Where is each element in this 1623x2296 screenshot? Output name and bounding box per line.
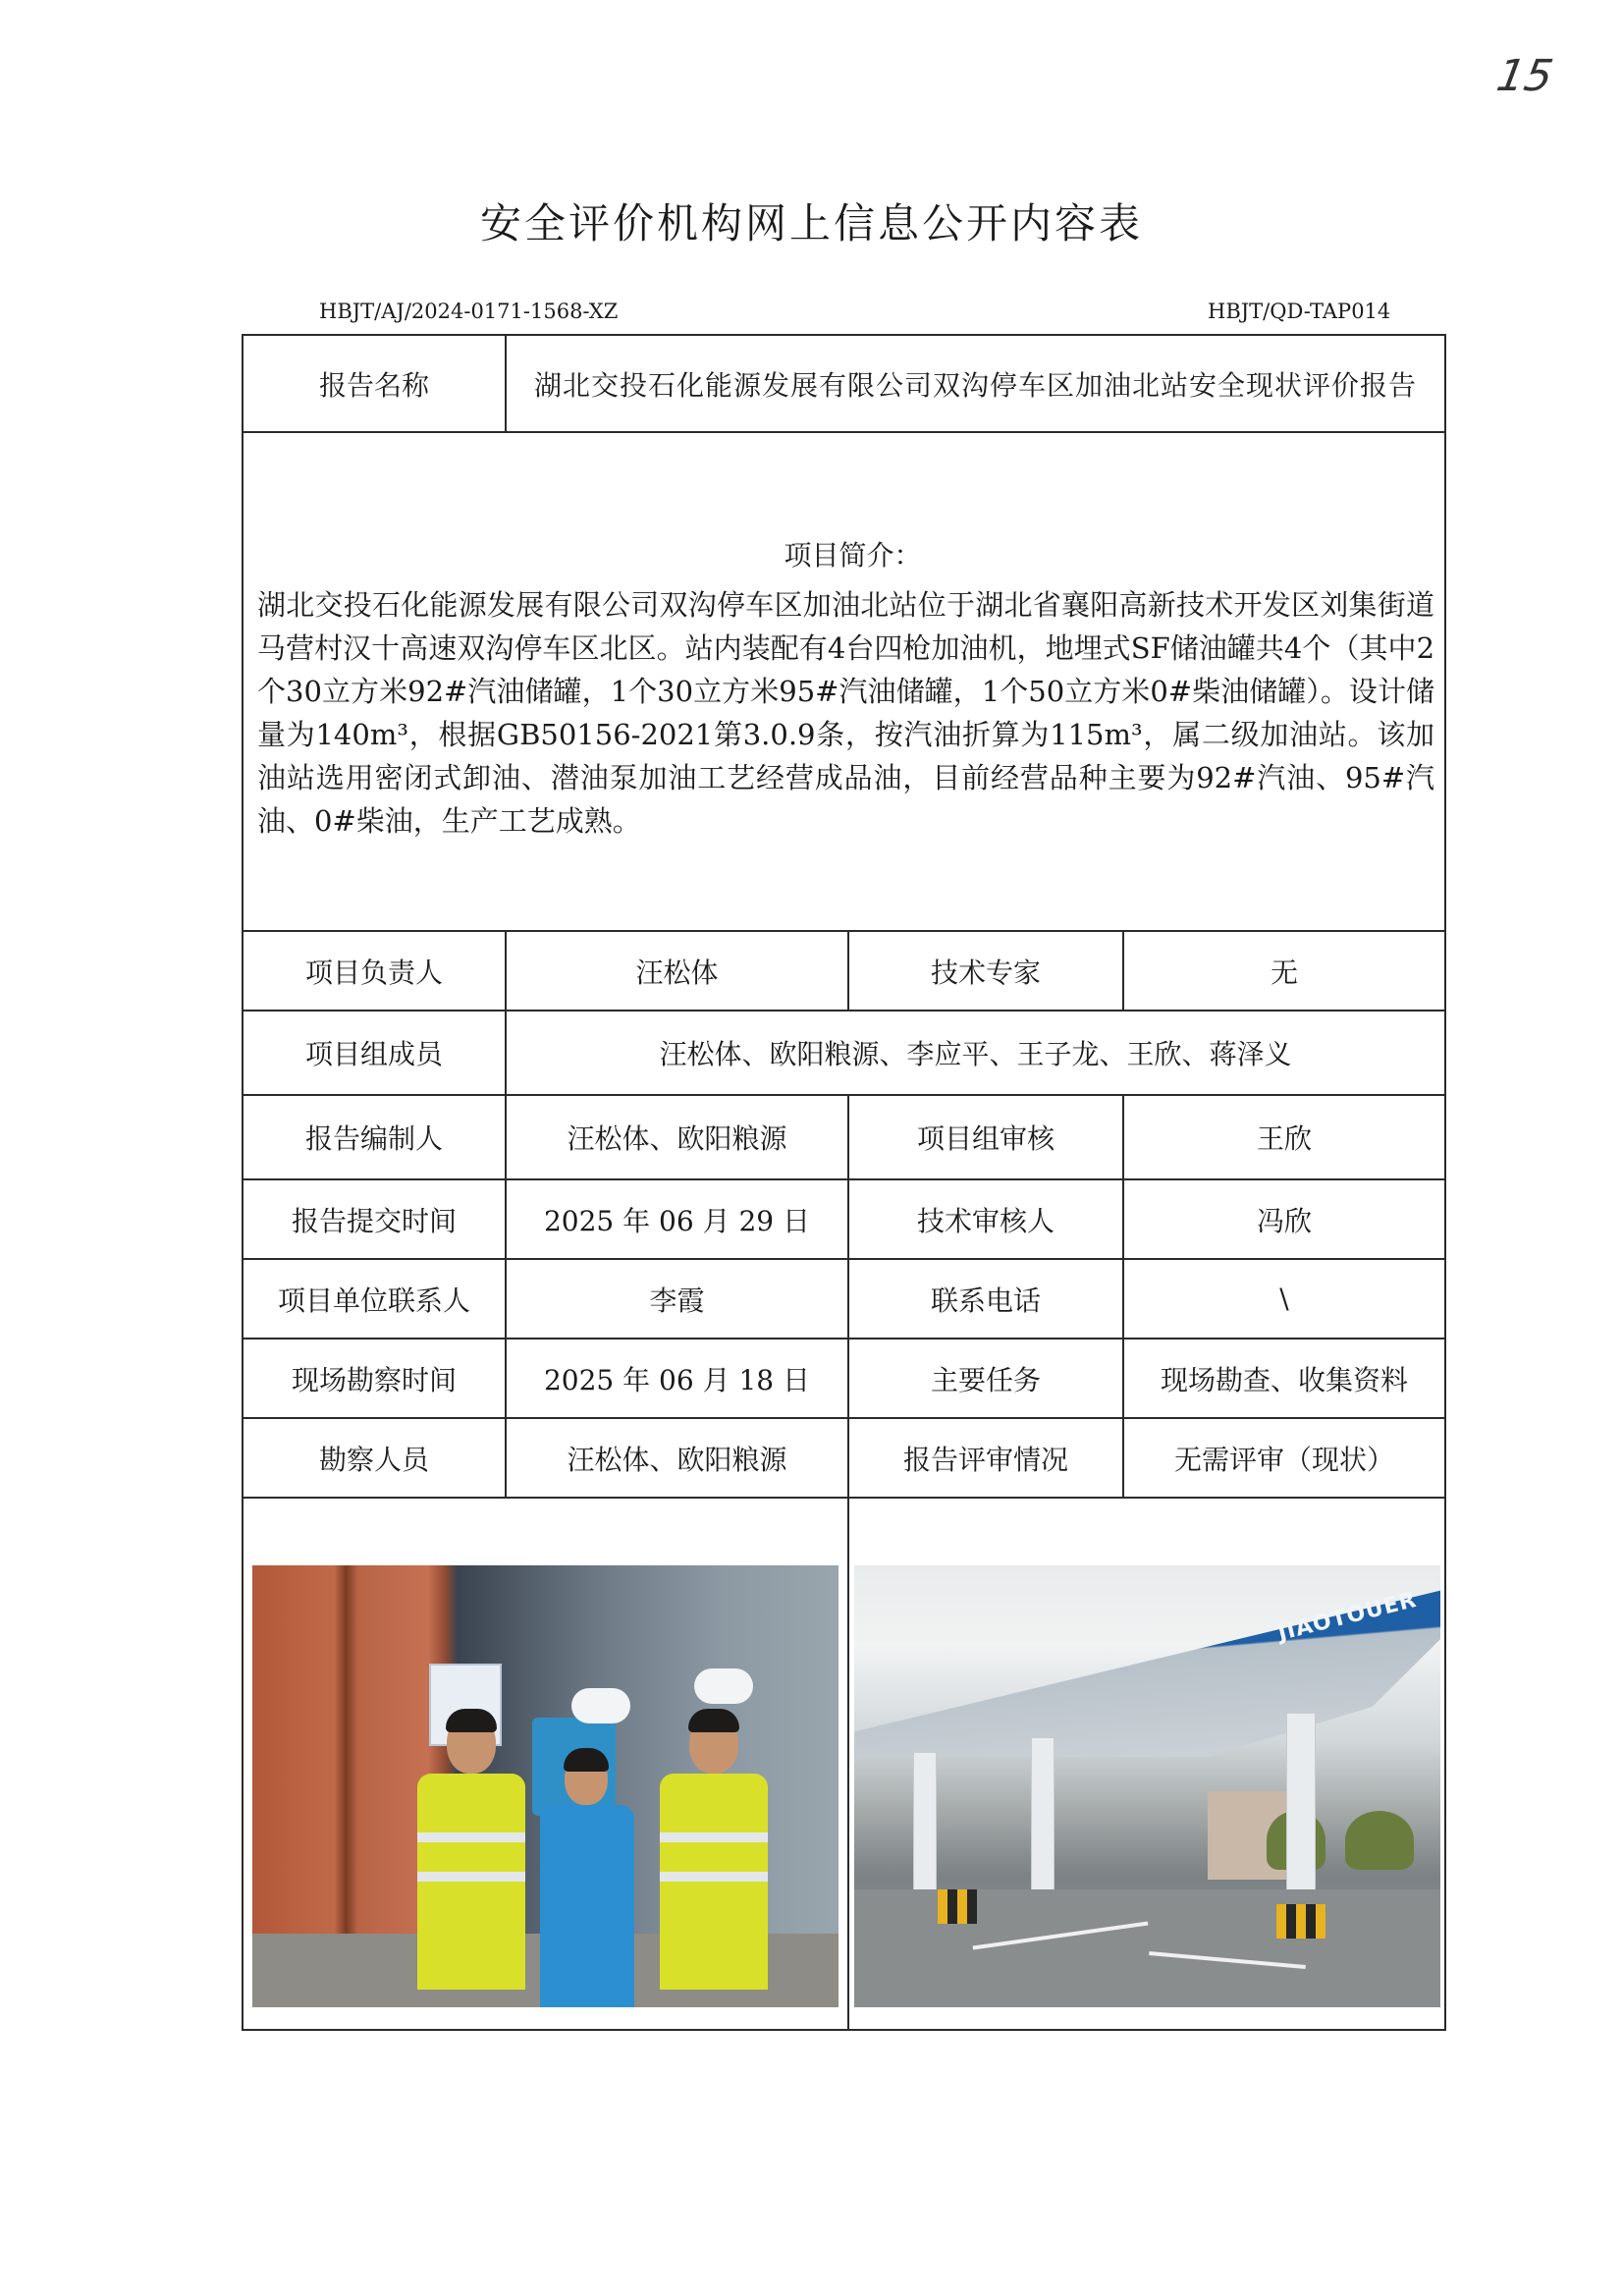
gas-station-photo bbox=[854, 1565, 1440, 2007]
document-code-left: HBJT/AJ/2024-0171-1568-XZ bbox=[319, 300, 619, 323]
surveyors-value: 汪松体、欧阳粮源 bbox=[506, 1418, 848, 1498]
review-status-value: 无需评审（现状） bbox=[1123, 1418, 1445, 1498]
phone-value: \ bbox=[1123, 1259, 1445, 1339]
leader-row bbox=[243, 931, 1445, 1011]
survey-time-row bbox=[243, 1339, 1445, 1418]
survey-time-label: 现场勘察时间 bbox=[243, 1339, 506, 1418]
expert-label: 技术专家 bbox=[848, 931, 1123, 1011]
group-review-label: 项目组审核 bbox=[848, 1095, 1123, 1179]
photos-row bbox=[243, 1498, 1445, 2030]
main-task-label: 主要任务 bbox=[848, 1339, 1123, 1418]
project-intro-cell bbox=[243, 432, 1445, 931]
document-code-right: HBJT/QD-TAP014 bbox=[1208, 300, 1391, 323]
photo-cell-left bbox=[243, 1498, 848, 2030]
surveyors-label: 勘察人员 bbox=[243, 1418, 506, 1498]
group-review-value: 王欣 bbox=[1123, 1095, 1445, 1179]
photo-cell-right bbox=[848, 1498, 1445, 2030]
report-name-row bbox=[243, 335, 1445, 432]
contact-label: 项目单位联系人 bbox=[243, 1259, 506, 1339]
survey-time-value: 2025 年 06 月 18 日 bbox=[506, 1339, 848, 1418]
tech-reviewer-label: 技术审核人 bbox=[848, 1179, 1123, 1259]
tree-image bbox=[1345, 1811, 1414, 1870]
person-in-blue-uniform bbox=[540, 1752, 638, 2007]
canopy-brand-text: JIAOTOUER bbox=[1274, 1587, 1420, 1647]
phone-label: 联系电话 bbox=[848, 1259, 1123, 1339]
pump-barrier bbox=[938, 1889, 977, 1924]
contact-value: 李霞 bbox=[506, 1259, 848, 1339]
handwritten-page-number: 15 bbox=[1492, 51, 1557, 101]
site-team-photo bbox=[252, 1565, 839, 2007]
contact-row bbox=[243, 1259, 1445, 1339]
members-label: 项目组成员 bbox=[243, 1011, 506, 1095]
surveyors-row bbox=[243, 1418, 1445, 1498]
leader-value: 汪松体 bbox=[506, 931, 848, 1011]
project-intro-row bbox=[243, 432, 1445, 931]
expert-value: 无 bbox=[1123, 931, 1445, 1011]
submit-time-value: 2025 年 06 月 29 日 bbox=[506, 1179, 848, 1259]
compiler-value: 汪松体、欧阳粮源 bbox=[506, 1095, 848, 1179]
pump-barrier bbox=[1276, 1904, 1325, 1939]
project-intro-label: 项目简介： bbox=[784, 539, 922, 572]
report-name-value: 湖北交投石化能源发展有限公司双沟停车区加油北站安全现状评价报告 bbox=[506, 335, 1445, 432]
canopy-pillar bbox=[1286, 1713, 1316, 1916]
person-in-safety-vest bbox=[660, 1713, 768, 2007]
project-intro-text: 湖北交投石化能源发展有限公司双沟停车区加油北站位于湖北省襄阳高新技术开发区刘集街道马营村汉十高速双沟停车区北区。站内装配有4台四枪加油机，地埋式SF储油罐共4个（其中2个30立方米92#汽油储罐，1个30立方米95#汽油储罐，1个50立方米0#柴油储罐）。设计储量为140m³，根据GB50156-2021第3.0.9条，按汽油折算为115m³，属二级加油站。该加油站选用密闭式卸油、潜油泵加油工艺经营成品油，目前经营品种主要为92#汽油、95#汽油、0#柴油，生产工艺成熟。 bbox=[257, 588, 1435, 838]
compiler-label: 报告编制人 bbox=[243, 1095, 506, 1179]
main-task-value: 现场勘查、收集资料 bbox=[1123, 1339, 1445, 1418]
canopy-pillar bbox=[913, 1752, 937, 1901]
page-title: 安全评价机构网上信息公开内容表 bbox=[479, 199, 1143, 247]
members-value: 汪松体、欧阳粮源、李应平、王子龙、王欣、蒋泽义 bbox=[506, 1011, 1445, 1095]
review-status-label: 报告评审情况 bbox=[848, 1418, 1123, 1498]
person-in-safety-vest bbox=[417, 1713, 525, 2007]
canopy-pillar bbox=[1031, 1737, 1055, 1901]
info-table bbox=[242, 334, 1446, 2031]
submit-time-row bbox=[243, 1179, 1445, 1259]
compiler-row bbox=[243, 1095, 1445, 1179]
balloon-decoration bbox=[571, 1688, 630, 1723]
tech-reviewer-value: 冯欣 bbox=[1123, 1179, 1445, 1259]
balloon-decoration bbox=[694, 1668, 753, 1704]
report-name-label: 报告名称 bbox=[243, 335, 506, 432]
submit-time-label: 报告提交时间 bbox=[243, 1179, 506, 1259]
leader-label: 项目负责人 bbox=[243, 931, 506, 1011]
members-row bbox=[243, 1011, 1445, 1095]
